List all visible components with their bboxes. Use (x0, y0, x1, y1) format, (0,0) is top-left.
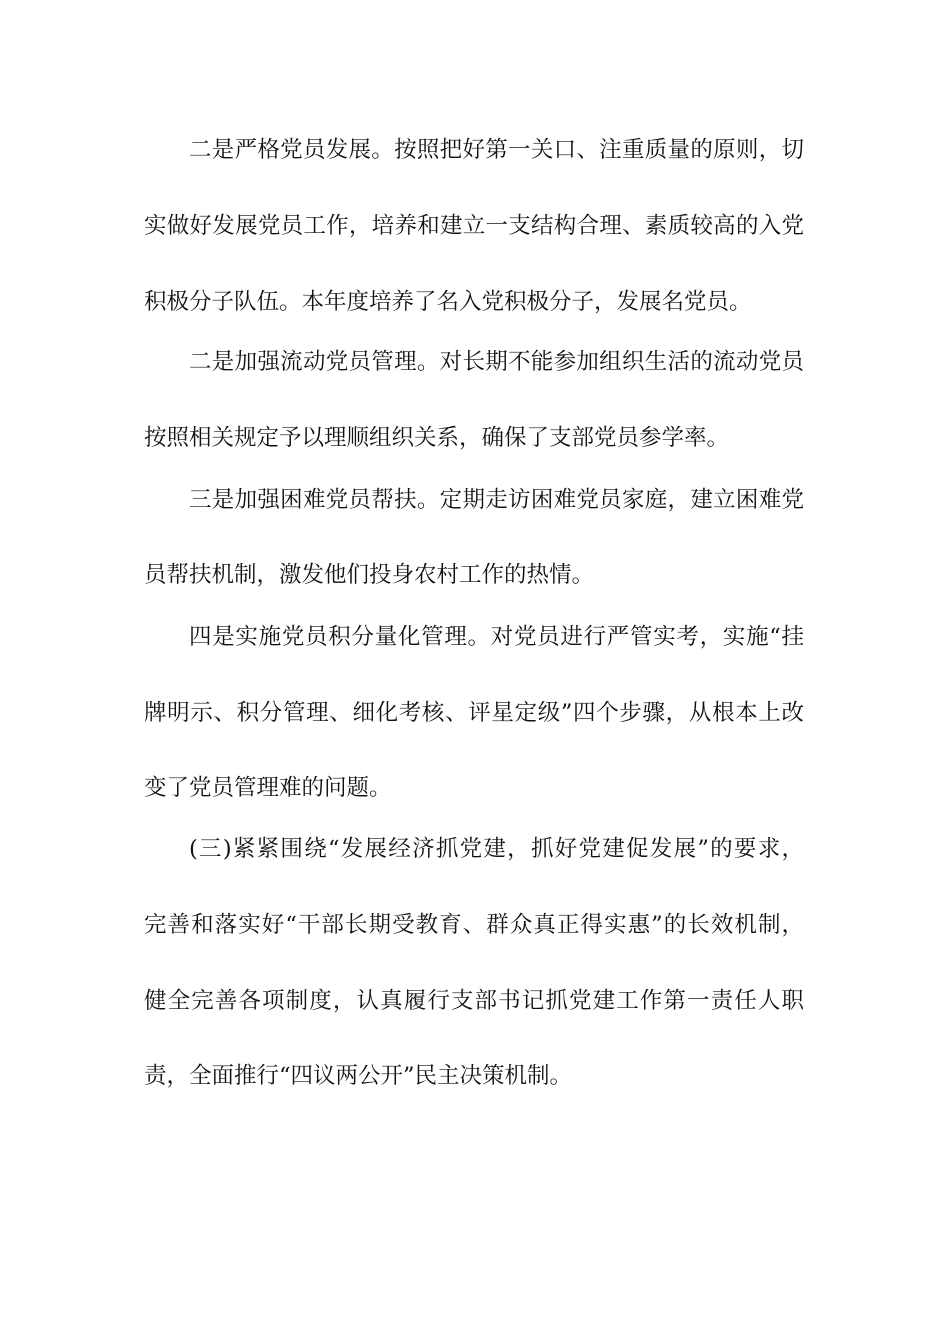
paragraph-5-line-3: 健全完善各项制度，认真履行支部书记抓党建工作第一责任人职 (144, 988, 804, 1014)
paragraph-5-line-2: 完善和落实好“干部长期受教育、群众真正得实惠”的长效机制， (144, 912, 804, 938)
paragraph-4-line-3: 变了党员管理难的问题。 (144, 775, 392, 801)
paragraph-2-line-1: 二是加强流动党员管理。对长期不能参加组织生活的流动党员 (189, 349, 804, 375)
paragraph-4-line-1: 四是实施党员积分量化管理。对党员进行严管实考，实施“挂 (189, 624, 804, 650)
paragraph-3-line-1: 三是加强困难党员帮扶。定期走访困难党员家庭，建立困难党 (189, 487, 804, 513)
paragraph-5-line-1: (三)紧紧围绕“发展经济抓党建，抓好党建促发展”的要求， (189, 836, 804, 862)
paragraph-3-line-2: 员帮扶机制，激发他们投身农村工作的热情。 (144, 562, 595, 588)
paragraph-5-line-4: 责，全面推行“四议两公开”民主决策机制。 (144, 1063, 573, 1089)
paragraph-1-line-3: 积极分子队伍。本年度培养了名入党积极分子，发展名党员。 (144, 289, 752, 315)
paragraph-4-line-2: 牌明示、积分管理、细化考核、评星定级”四个步骤，从根本上改 (144, 700, 804, 726)
paragraph-2-line-2: 按照相关规定予以理顺组织关系，确保了支部党员参学率。 (144, 425, 730, 451)
paragraph-1-line-2: 实做好发展党员工作，培养和建立一支结构合理、素质较高的入党 (144, 213, 804, 239)
paragraph-1-line-1: 二是严格党员发展。按照把好第一关口、注重质量的原则，切 (189, 137, 804, 163)
